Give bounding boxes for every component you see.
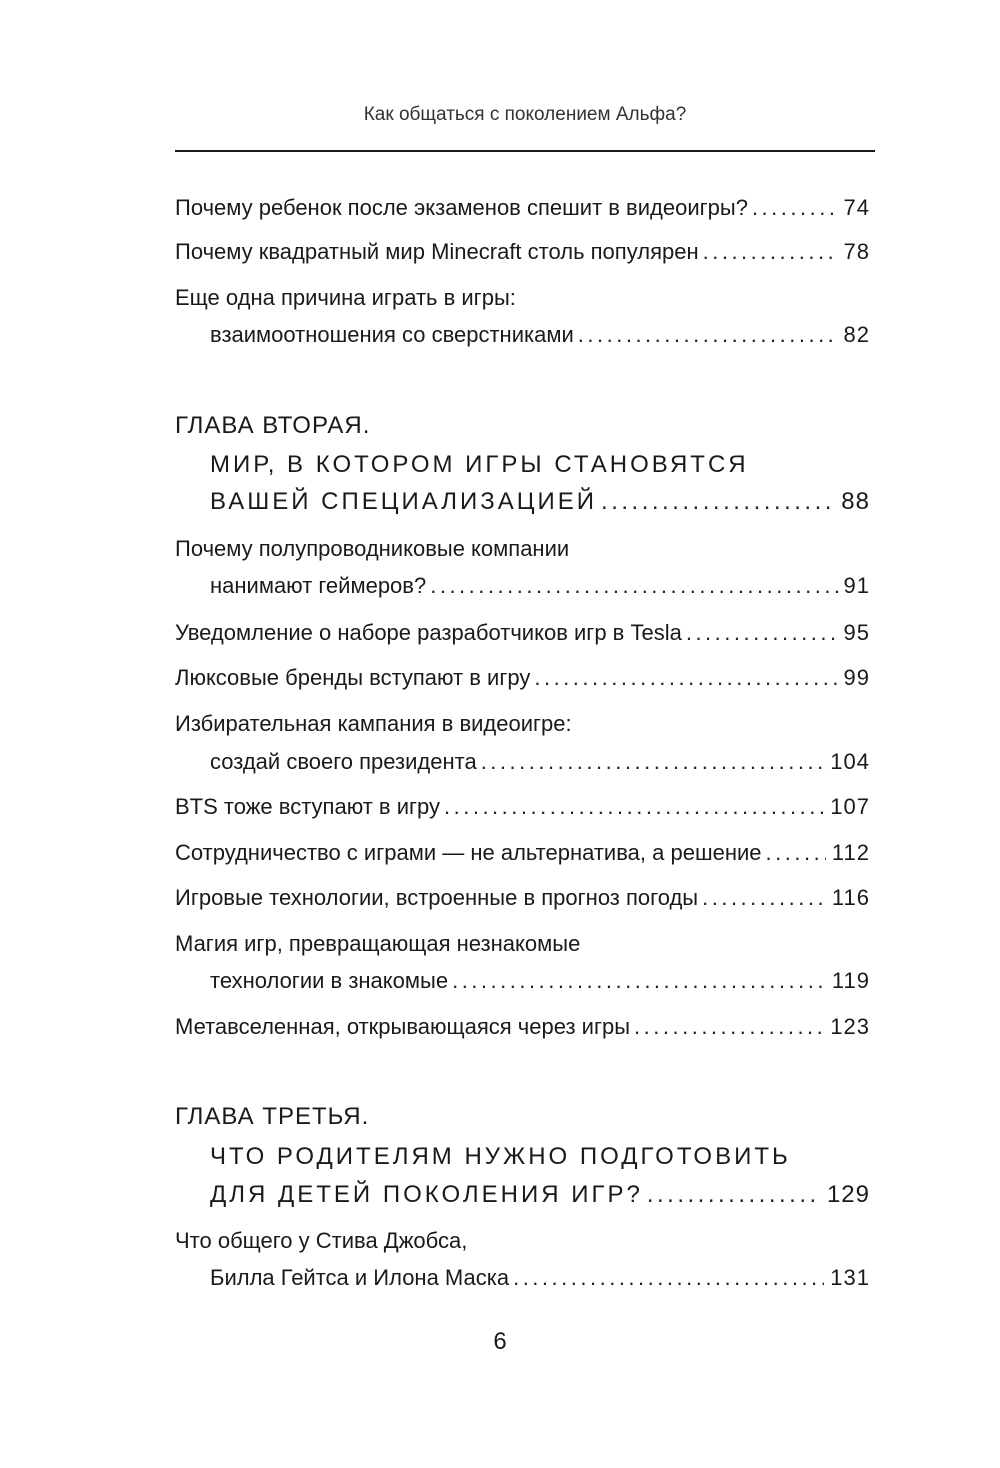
toc-entry-page: 88	[841, 488, 870, 515]
toc-entry-line1[interactable]	[175, 707, 870, 741]
chapter-title-line1: ЧТО РОДИТЕЛЯМ НУЖНО ПОДГОТОВИТЬ	[210, 1143, 791, 1170]
toc-entry-page: 78	[843, 239, 870, 264]
toc-entry-title: Билла Гейтса и Илона Маска	[210, 1265, 510, 1290]
chapter-label: ГЛАВА ТРЕТЬЯ.	[175, 1103, 370, 1130]
toc-entry-title: Еще одна причина играть в игры:	[175, 285, 516, 310]
toc-entry-title: Уведомление о наборе разработчиков игр в Tesla	[175, 620, 682, 645]
toc-entry-title: взаимоотношения со сверстниками	[210, 322, 574, 347]
toc-entry-line1[interactable]	[175, 1224, 870, 1258]
toc-entry-title: нанимают геймеров?	[210, 573, 427, 598]
toc-entry[interactable]	[210, 318, 870, 352]
toc-entry-title: создай своего президента	[210, 749, 477, 774]
leader-dots	[698, 881, 826, 915]
leader-dots	[509, 1261, 824, 1295]
leader-dots	[643, 1177, 821, 1213]
header-rule	[175, 150, 875, 152]
leader-dots	[762, 836, 826, 870]
toc-entry-title: Люксовые бренды вступают в игру	[175, 665, 531, 690]
running-head: Как общаться с поколением Альфа?	[363, 104, 687, 125]
toc-entry-title: Сотрудничество с играми — не альтернатива, а решение	[175, 840, 762, 865]
toc-entry-page: 129	[826, 1181, 870, 1208]
leader-dots	[699, 235, 838, 269]
toc-entry-page: 123	[830, 1014, 870, 1039]
chapter-title-entry[interactable]	[210, 484, 870, 520]
leader-dots	[574, 318, 838, 352]
leader-dots	[426, 569, 837, 603]
leader-dots	[530, 661, 837, 695]
toc-entry-page: 74	[843, 195, 870, 220]
leader-dots	[748, 191, 838, 225]
toc-entry-page: 112	[831, 840, 870, 865]
toc-entry-page: 95	[843, 620, 870, 645]
toc-entry-page: 131	[830, 1265, 870, 1290]
chapter-title-entry[interactable]	[210, 1177, 870, 1213]
leader-dots	[597, 484, 835, 520]
toc-entry[interactable]	[175, 191, 870, 225]
toc-entry-page: 119	[831, 968, 870, 993]
leader-dots	[477, 745, 825, 779]
toc-entry-line1[interactable]	[175, 281, 870, 315]
toc-entry[interactable]	[175, 836, 870, 870]
leader-dots	[448, 964, 826, 998]
toc-entry-page: 91	[843, 573, 870, 598]
leader-dots	[630, 1010, 824, 1044]
leader-dots	[682, 616, 838, 650]
toc-entry-page: 99	[843, 665, 870, 690]
toc-entry-title: Избирательная кампания в видеоигре:	[175, 711, 572, 736]
toc-entry-line1[interactable]	[175, 532, 870, 566]
toc-entry-title: Метавселенная, открывающаяся через игры	[175, 1014, 631, 1039]
toc-entry[interactable]	[175, 235, 870, 269]
toc-entry-page: 107	[830, 794, 870, 819]
chapter-label: ГЛАВА ВТОРАЯ.	[175, 412, 371, 439]
chapter-title-line2: ДЛЯ ДЕТЕЙ ПОКОЛЕНИЯ ИГР?	[210, 1181, 643, 1208]
toc-entry-title: Магия игр, превращающая незнакомые	[175, 931, 581, 956]
toc-entry[interactable]	[175, 790, 870, 824]
toc-entry-title: Игровые технологии, встроенные в прогноз погоды	[175, 885, 699, 910]
toc-entry-page: 82	[843, 322, 870, 347]
toc-entry[interactable]	[210, 569, 870, 603]
leader-dots	[440, 790, 824, 824]
toc-entry[interactable]	[175, 1010, 870, 1044]
toc-entry-title: Почему квадратный мир Minecraft столь популярен	[175, 239, 699, 264]
toc-entry[interactable]	[210, 745, 870, 779]
toc-entry[interactable]	[175, 881, 870, 915]
toc-entry-title: технологии в знакомые	[210, 968, 449, 993]
toc-entry-title: Почему ребенок после экзаменов спешит в видеоигры?	[175, 195, 748, 220]
toc-entry-line1[interactable]	[175, 927, 870, 961]
toc-entry[interactable]	[210, 1261, 870, 1295]
page-number: 6	[493, 1328, 507, 1355]
toc-entry-title: BTS тоже вступают в игру	[175, 794, 440, 819]
toc-entry[interactable]	[210, 964, 870, 998]
toc-entry-title: Что общего у Стива Джобса,	[175, 1228, 468, 1253]
toc-entry-title: Почему полупроводниковые компании	[175, 536, 570, 561]
chapter-title-line1: МИР, В КОТОРОМ ИГРЫ СТАНОВЯТСЯ	[210, 451, 749, 478]
toc-entry[interactable]	[175, 616, 870, 650]
chapter-title-line2: ВАШЕЙ СПЕЦИАЛИЗАЦИЕЙ	[210, 488, 598, 515]
toc-entry-page: 116	[831, 885, 870, 910]
toc-entry[interactable]	[175, 661, 870, 695]
toc-entry-page: 104	[830, 749, 870, 774]
